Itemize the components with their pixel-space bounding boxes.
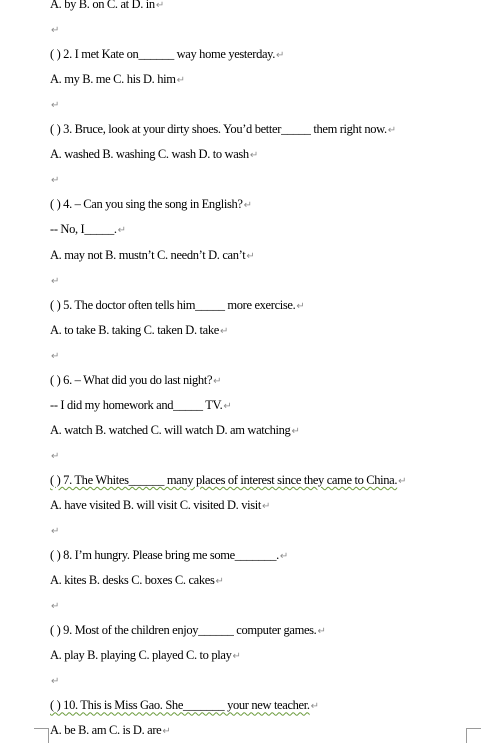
empty-paragraph[interactable] (50, 447, 59, 463)
dialogue-line[interactable] (50, 397, 232, 413)
paragraph-mark-icon: ↵ (279, 551, 289, 563)
paragraph-mark-icon: ↵ (232, 651, 241, 663)
line-text: ( ) 10. This is Miss Gao. She_______ your new teacher. (50, 698, 310, 713)
paragraph-mark-icon: ↵ (176, 75, 186, 87)
line-text: A. play B. playing C. played C. to play (50, 648, 232, 663)
paragraph-mark-icon: ↵ (246, 250, 255, 262)
line-text: ( ) 5. The doctor often tells him_____ more exercise. (50, 297, 296, 312)
paragraph-mark-icon: ↵ (51, 526, 60, 538)
page-corner-mark-left (34, 728, 49, 743)
answer-options-line[interactable] (50, 247, 255, 263)
question-line[interactable] (50, 297, 305, 313)
line-text: ( ) 2. I met Kate on______ way home yesterday. (50, 47, 276, 62)
paragraph-mark-icon: ↵ (51, 275, 60, 287)
paragraph-mark-icon: ↵ (243, 200, 252, 212)
question-line[interactable] (50, 196, 252, 212)
question-line[interactable] (50, 372, 222, 388)
page-corner-mark-right (466, 728, 481, 743)
answer-options-line[interactable] (50, 71, 185, 87)
paragraph-mark-icon: ↵ (162, 726, 171, 738)
paragraph-mark-icon: ↵ (261, 501, 271, 512)
question-line[interactable] (50, 472, 407, 488)
question-line[interactable] (50, 622, 326, 638)
line-text: -- I did my homework and_____ TV. (50, 397, 223, 412)
line-text: ( ) 6. – What did you do last night? (50, 372, 213, 387)
empty-paragraph[interactable] (50, 672, 59, 688)
paragraph-mark-icon: ↵ (51, 676, 60, 688)
line-text: -- No, I_____. (50, 222, 117, 237)
answer-options-line[interactable] (50, 647, 241, 663)
answer-options-line[interactable] (50, 572, 224, 588)
line-text: ( ) 8. I’m hungry. Please bring me some_______. (50, 548, 279, 563)
paragraph-mark-icon: ↵ (215, 576, 224, 588)
line-text: A. by B. on C. at D. in (50, 0, 155, 11)
line-text: A. watch B. watched C. will watch D. am watching (50, 422, 291, 437)
paragraph-mark-icon: ↵ (51, 175, 60, 187)
line-text: ( ) 3. Bruce, look at your dirty shoes. You’d better_____ them right now. (50, 122, 387, 137)
line-text: A. to take B. taking C. taken D. take (50, 322, 219, 337)
paragraph-mark-icon: ↵ (51, 450, 60, 462)
paragraph-mark-icon: ↵ (291, 425, 300, 437)
answer-options-line[interactable] (50, 497, 270, 513)
line-text: A. may not B. mustn’t C. needn’t D. can’t (50, 247, 246, 262)
paragraph-mark-icon: ↵ (223, 400, 232, 412)
paragraph-mark-icon: ↵ (155, 0, 165, 11)
line-text: ( ) 4. – Can you sing the song in English? (50, 197, 243, 212)
paragraph-mark-icon: ↵ (310, 701, 320, 713)
question-line[interactable] (50, 697, 319, 713)
empty-paragraph[interactable] (50, 272, 59, 288)
paragraph-mark-icon: ↵ (213, 375, 222, 387)
answer-options-line[interactable] (50, 0, 164, 12)
paragraph-mark-icon: ↵ (117, 225, 127, 237)
empty-paragraph[interactable] (50, 597, 59, 613)
line-text: A. have visited B. will visit C. visited D. visit (50, 498, 261, 512)
paragraph-mark-icon: ↵ (51, 601, 60, 613)
answer-options-line[interactable] (50, 146, 258, 162)
answer-options-line[interactable] (50, 322, 228, 338)
line-text: ( ) 9. Most of the children enjoy______ computer games. (50, 623, 317, 638)
question-line[interactable] (50, 46, 284, 62)
dialogue-line[interactable] (50, 221, 126, 237)
empty-paragraph[interactable] (50, 171, 59, 187)
paragraph-mark-icon: ↵ (51, 25, 60, 37)
paragraph-mark-icon: ↵ (249, 150, 259, 162)
question-line[interactable] (50, 547, 288, 563)
paragraph-mark-icon: ↵ (296, 300, 305, 312)
line-text: ( ) 7. The Whites______ many places of interest since they came to China. (50, 472, 398, 487)
empty-paragraph[interactable] (50, 347, 59, 363)
empty-paragraph[interactable] (50, 522, 59, 538)
paragraph-mark-icon: ↵ (387, 125, 397, 137)
line-text: A. be B. am C. is D. are (50, 723, 162, 738)
paragraph-mark-icon: ↵ (398, 475, 407, 487)
answer-options-line[interactable] (50, 722, 171, 738)
paragraph-mark-icon: ↵ (219, 325, 229, 337)
paragraph-mark-icon: ↵ (276, 50, 285, 62)
line-text: A. my B. me C. his D. him (50, 72, 176, 87)
line-text: A. kites B. desks C. boxes C. cakes (50, 573, 215, 588)
paragraph-mark-icon: ↵ (317, 626, 326, 638)
paragraph-mark-icon: ↵ (51, 100, 60, 112)
line-text: A. washed B. washing C. wash D. to wash (50, 147, 249, 162)
empty-paragraph[interactable] (50, 96, 59, 112)
question-line[interactable] (50, 121, 396, 137)
answer-options-line[interactable] (50, 422, 300, 438)
empty-paragraph[interactable] (50, 21, 59, 37)
paragraph-mark-icon: ↵ (51, 350, 60, 362)
